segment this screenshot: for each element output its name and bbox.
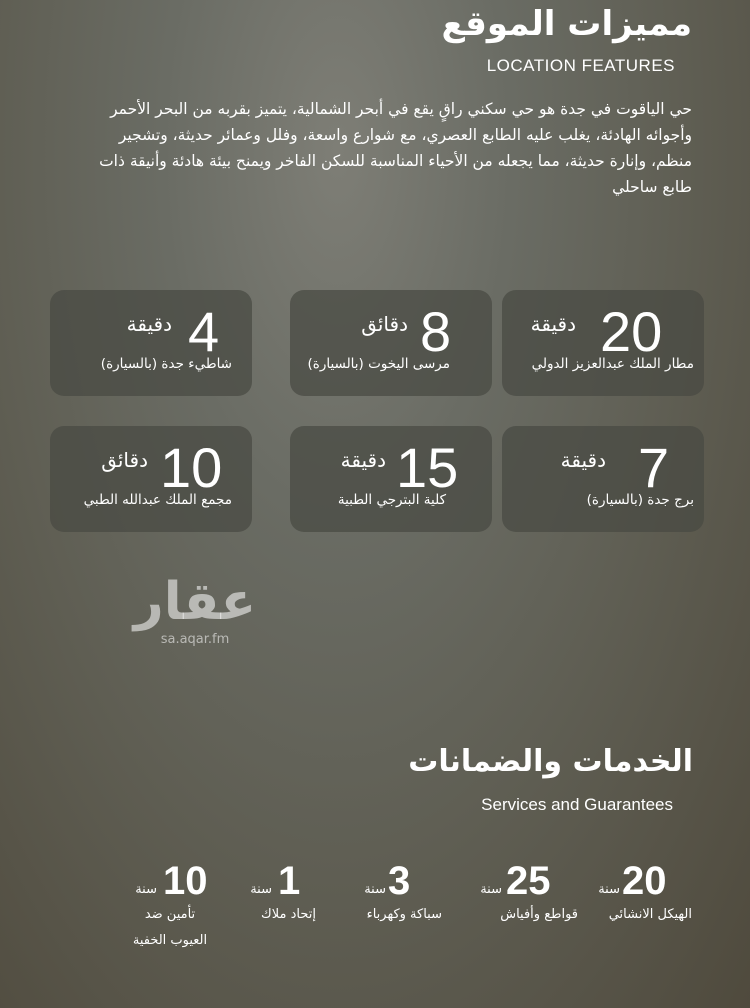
guarantee-years: 1 bbox=[278, 859, 301, 903]
distance-value: 7 bbox=[638, 436, 670, 499]
distance-unit: دقائق bbox=[361, 312, 408, 336]
distance-unit: دقيقة bbox=[126, 312, 172, 336]
location-features-title-ar: مميزات الموقع bbox=[441, 4, 692, 44]
distance-value: 15 bbox=[396, 436, 459, 499]
distance-place: برج جدة (بالسيارة) bbox=[586, 492, 694, 508]
distance-card-airport bbox=[502, 290, 704, 396]
guarantee-years: 10 bbox=[163, 859, 208, 903]
guarantee-label: تأمين ضد العيوب الخفية bbox=[132, 907, 208, 948]
logo-url: sa.aqar.fm bbox=[160, 632, 230, 647]
distance-value: 10 bbox=[160, 436, 223, 499]
distance-value: 4 bbox=[188, 300, 220, 363]
aqar-logo-watermark bbox=[130, 574, 260, 647]
logo-text: عقار bbox=[133, 572, 257, 632]
distance-card-yacht-marina bbox=[290, 290, 492, 396]
distance-unit: دقيقة bbox=[560, 448, 606, 472]
location-features-title-en: LOCATION FEATURES bbox=[486, 56, 675, 75]
distance-unit: دقيقة bbox=[340, 448, 386, 472]
distance-unit: دقائق bbox=[101, 448, 148, 472]
location-description: حي الياقوت في جدة هو حي سكني راقٍ يقع في أبحر الشمالية، يتميز بقربه من البحر الأحمر وأجوائه الهادئة، يغلب عليه الطابع العصري، مع شوارع واسعة، وفلل وعمائر حديثة، وتشجير منظم، وإنارة حديثة، مما يجعله من الأحياء المناسبة للسكن الفاخر ويمنح بيئة هادئة وأنيقة ذات طابع ساحلي bbox=[99, 100, 692, 196]
distance-value: 20 bbox=[600, 300, 663, 363]
distance-unit: دقيقة bbox=[530, 312, 576, 336]
guarantee-unit: سنة bbox=[364, 882, 386, 897]
distance-card-jeddah-beach bbox=[50, 290, 252, 396]
guarantee-label: إتحاد ملاك bbox=[261, 907, 316, 922]
services-title-en: Services and Guarantees bbox=[481, 795, 673, 814]
guarantee-unit: سنة bbox=[598, 882, 620, 897]
distance-place: مجمع الملك عبدالله الطبي bbox=[83, 492, 232, 508]
guarantee-label: قواطع وأفياش bbox=[500, 907, 578, 922]
distance-value: 8 bbox=[420, 300, 452, 363]
distance-card-batterjee-college bbox=[290, 426, 492, 532]
guarantee-years: 3 bbox=[388, 859, 411, 903]
guarantee-unit: سنة bbox=[135, 882, 157, 897]
guarantee-unit: سنة bbox=[480, 882, 502, 897]
distance-card-king-abdullah-medical bbox=[50, 426, 252, 532]
distance-place: مطار الملك عبدالعزيز الدولي bbox=[531, 356, 694, 372]
guarantee-label: الهيكل الانشائي bbox=[608, 907, 692, 922]
guarantee-years: 25 bbox=[506, 859, 551, 903]
distance-card-jeddah-tower bbox=[502, 426, 704, 532]
distance-place: كلية البترجي الطبية bbox=[337, 492, 446, 508]
guarantee-label: سباكة وكهرباء bbox=[366, 907, 442, 922]
distance-place: مرسى اليخوت (بالسيارة) bbox=[307, 356, 450, 372]
guarantee-unit: سنة bbox=[250, 882, 272, 897]
distance-place: شاطيء جدة (بالسيارة) bbox=[100, 356, 232, 372]
guarantee-years: 20 bbox=[622, 859, 667, 903]
services-title-ar: الخدمات والضمانات bbox=[408, 744, 693, 779]
